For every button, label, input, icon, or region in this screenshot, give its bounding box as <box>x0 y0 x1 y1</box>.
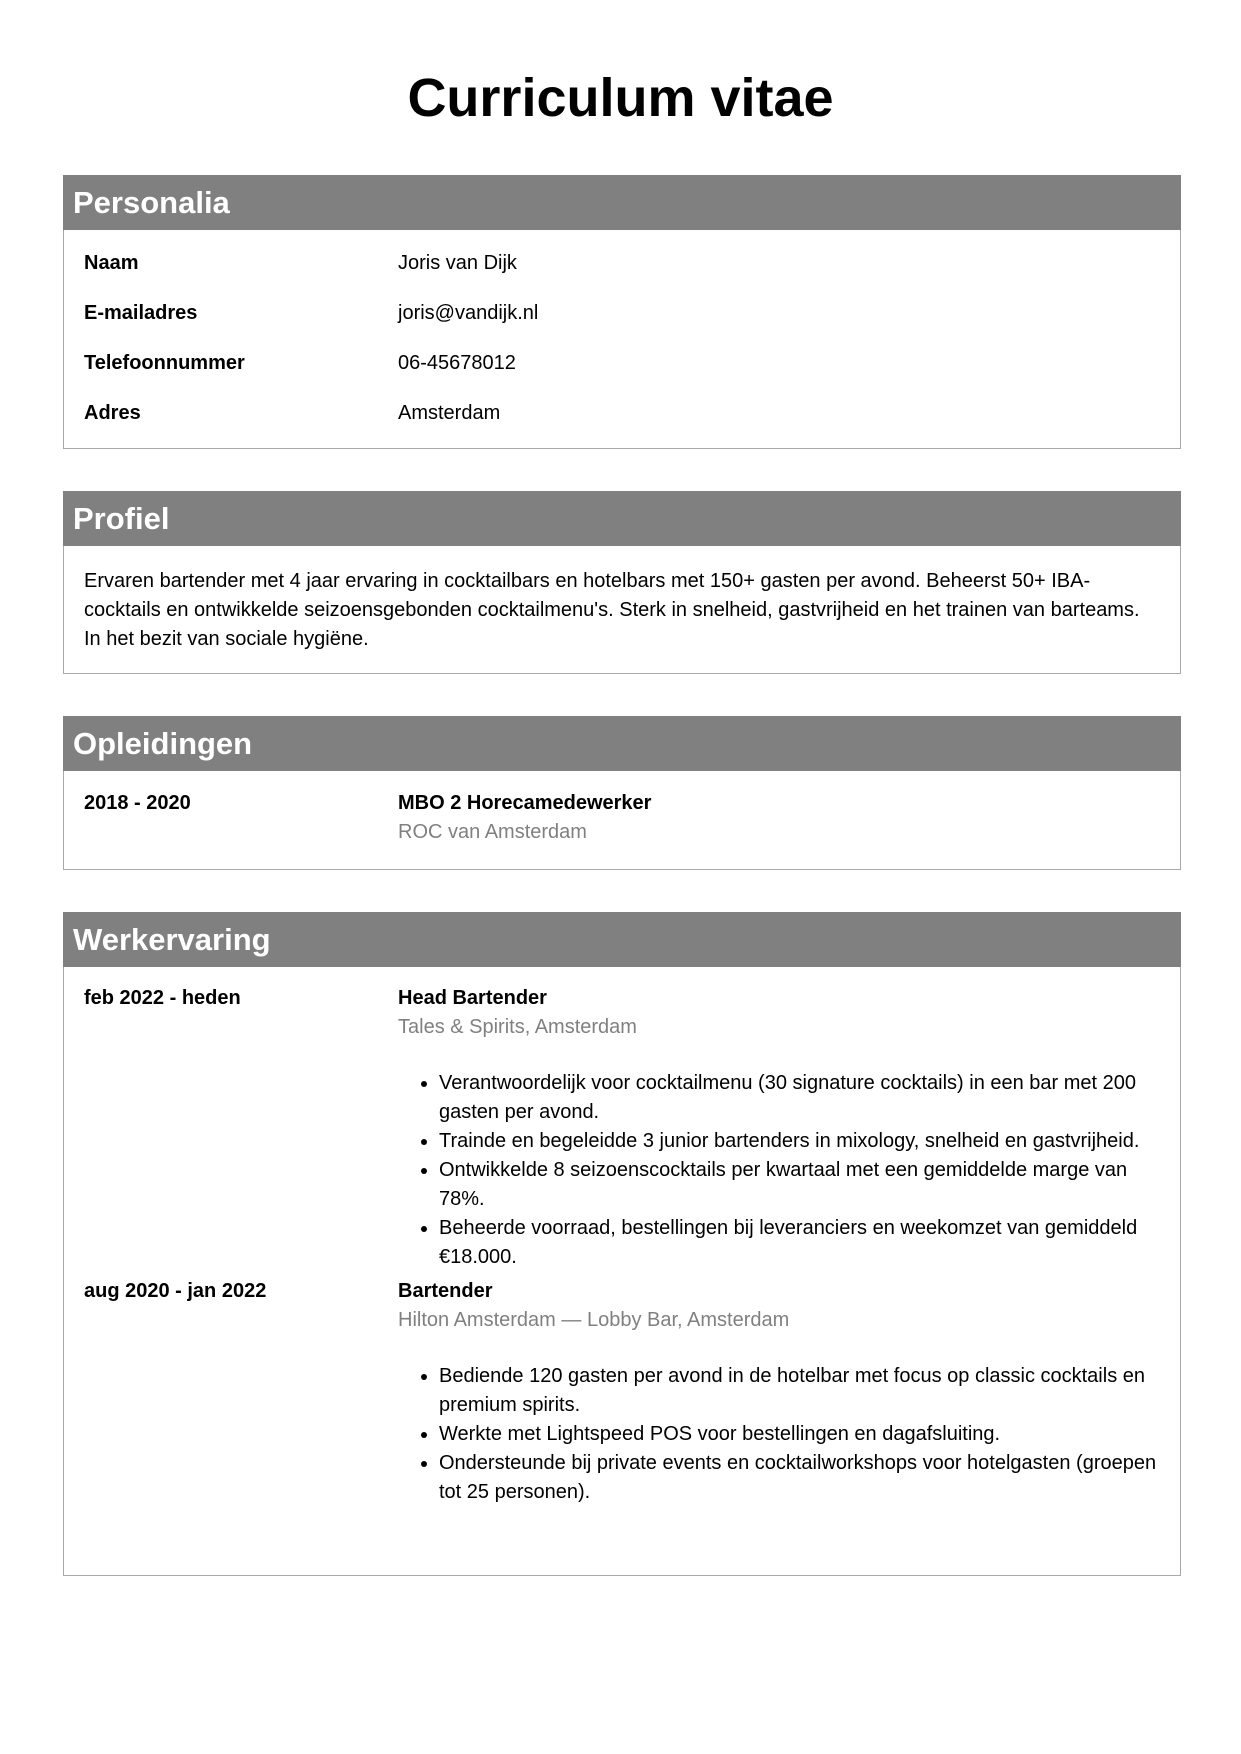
profiel-heading: Profiel <box>63 491 1181 546</box>
address-value: Amsterdam <box>398 402 501 424</box>
work-details <box>398 1277 1160 1507</box>
work-period: aug 2020 - jan 2022 <box>84 1280 267 1302</box>
education-title: MBO 2 Horecamedewerker <box>398 792 652 814</box>
work-bullet: • Ontwikkelde 8 seizoenscocktails per kwartaal met een gemiddelde marge van 78%. <box>439 1156 1160 1214</box>
work-employer: Tales & Spirits, Amsterdam <box>398 1016 637 1038</box>
profiel-section <box>63 491 1181 674</box>
personalia-row-email <box>84 288 1160 338</box>
work-title: Bartender <box>398 1280 493 1302</box>
work-bullet: • Ondersteunde bij private events en cocktailworkshops voor hotelgasten (groepen tot 25 personen). <box>439 1449 1160 1507</box>
work-bullet: • Trainde en begeleidde 3 junior bartenders in mixology, snelheid en gastvrijheid. <box>439 1127 1160 1156</box>
work-bullets <box>398 1069 1160 1272</box>
work-period: feb 2022 - heden <box>84 987 241 1009</box>
work-details <box>398 984 1160 1272</box>
werkervaring-body <box>64 967 1180 1507</box>
phone-label: Telefoonnummer <box>84 352 245 374</box>
education-institution: ROC van Amsterdam <box>398 821 587 843</box>
phone-value: 06-45678012 <box>398 352 516 374</box>
education-entry <box>84 789 1160 847</box>
personalia-heading: Personalia <box>63 175 1181 230</box>
personalia-row-address <box>84 388 1160 438</box>
personalia-row-phone <box>84 338 1160 388</box>
personalia-section <box>63 175 1181 449</box>
name-label: Naam <box>84 252 139 274</box>
work-bullet: • Bediende 120 gasten per avond in de hotelbar met focus op classic cocktails en premium spirits. <box>439 1362 1160 1420</box>
personalia-body <box>64 230 1180 438</box>
opleidingen-heading: Opleidingen <box>63 716 1181 771</box>
profile-text: Ervaren bartender met 4 jaar ervaring in cocktailbars en hotelbars met 150+ gasten per avond. Beheerst 50+ IBA-cocktails en ontwikkelde seizoensgebonden cocktailmenu's. Sterk in snelheid, gastvrijheid en het trainen van barteams. In het bezit van sociale hygiëne. <box>84 570 1140 650</box>
name-value: Joris van Dijk <box>398 252 517 274</box>
work-entry <box>84 984 1160 1272</box>
work-bullet: • Werkte met Lightspeed POS voor bestellingen en dagafsluiting. <box>439 1420 1160 1449</box>
page-title: Curriculum vitae <box>407 68 834 128</box>
work-bullet: • Verantwoordelijk voor cocktailmenu (30 signature cocktails) in een bar met 200 gasten per avond. <box>439 1069 1160 1127</box>
work-bullet: • Beheerde voorraad, bestellingen bij leveranciers en weekomzet van gemiddeld €18.000. <box>439 1214 1160 1272</box>
email-label: E-mailadres <box>84 302 198 324</box>
work-title: Head Bartender <box>398 987 547 1009</box>
work-employer: Hilton Amsterdam — Lobby Bar, Amsterdam <box>398 1309 790 1331</box>
education-period: 2018 - 2020 <box>84 792 191 814</box>
opleidingen-body <box>64 771 1180 847</box>
education-details <box>398 789 1160 847</box>
email-value: joris@vandijk.nl <box>398 302 539 324</box>
address-label: Adres <box>84 402 141 424</box>
work-bullets <box>398 1362 1160 1507</box>
werkervaring-section <box>63 912 1181 1576</box>
work-entry <box>84 1277 1160 1507</box>
opleidingen-section <box>63 716 1181 870</box>
personalia-row-name <box>84 238 1160 288</box>
werkervaring-heading: Werkervaring <box>63 912 1181 967</box>
